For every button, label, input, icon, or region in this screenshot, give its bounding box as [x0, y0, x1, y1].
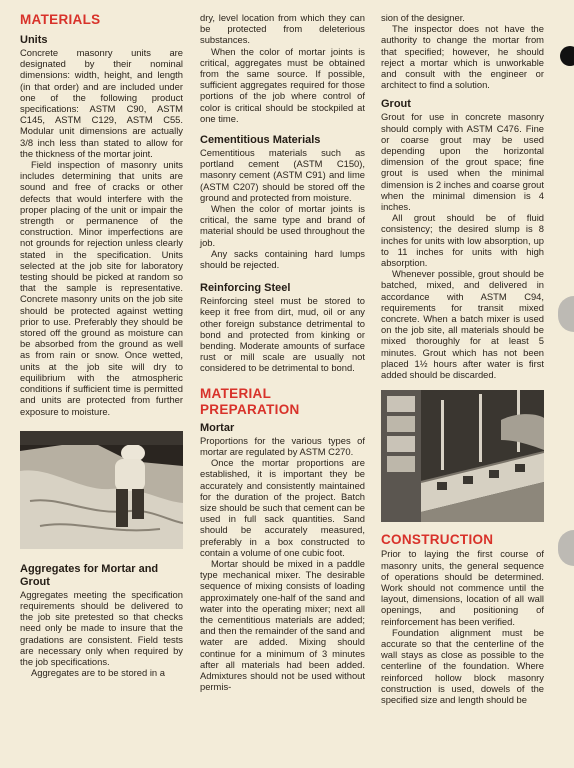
aggregates-paragraph-2: Aggregates are to be stored in a [31, 667, 165, 679]
cementitious-paragraph-1: Cementitious materials such as portland cement (ASTM C150), masonry cement (ASTM C91) and lime (ASTM C207) should be stored off the ground and protected from moisture. [200, 147, 365, 203]
aggregates-paragraph-1: Aggregates meeting the specification requirements should be delivered to the job site pretested so that checks need only be made to insure that the gradations are consistent. Field tests are necessary only when required by the job specifications. [20, 588, 183, 667]
cementitious-paragraph-2: When the color of mortar joints is critical, the same type and brand of material should be used throughout the job. [200, 203, 365, 248]
aggregate-color-paragraph: When the color of mortar joints is critical, aggregates must be obtained from the same source. If possible, sufficient aggregates required for those portions of the job where control of color is critical should be stockpiled at one time. [200, 45, 365, 124]
photo-covered-block-stack [20, 431, 183, 549]
grout-paragraph-3: Whenever possible, grout should be batched, mixed, and delivered in accordance with ASTM C94, requirements for transit mixed concrete. When a batch mixer is used on the job site, all materials should be mixed thoroughly for at least 5 minutes. Grout which has not been placed 1½ hours after water is first added should be discarded. [381, 268, 544, 381]
col3-continued-paragraph: sion of the designer. [381, 12, 465, 23]
photo-covered-block-stack-image [20, 431, 183, 549]
edge-tab-lower [558, 530, 574, 566]
binder-hole [560, 46, 574, 66]
materials-heading: MATERIALS [20, 12, 101, 27]
construction-paragraph-1: Prior to laying the first course of masonry units, the general sequence of operations should be determined. Work should not commence until the layout, dimensions, location of all wall openings, and positioning of reinforcement has been verified. [381, 548, 544, 627]
grout-paragraph-2: All grout should be of fluid consistency; the desired slump is 8 inches for units with low absorption, up to 11 inches for units with high absorption. [381, 212, 544, 269]
mortar-paragraph-3: Mortar should be mixed in a paddle type mechanical mixer. The desirable sequence of mixing consists of loading approximately one-half of the sand and water into the operating mixer; next all the cementitious materials are added; and then the remainder of the sand and water are added. Mixing should continue for a minimum of 3 minutes after all materials had been added. Admixtures should not be used without permis- [200, 557, 365, 693]
aggregates-heading: Aggregates for Mortar and Grout [20, 562, 159, 588]
construction-paragraph-2: Foundation alignment must be accurate so that the centerline of the wall stays as close as possible to the centerline of the foundation. Where reinforced hollow block masonry construction is used, dowels of the specified size and length should be [381, 626, 544, 705]
mortar-paragraph-2: Once the mortar proportions are established, it is important they be accurately and consistently maintained for the duration of the project. Batch size should be such that cement can be used in full sack quantities. Sand should be accurately measured, preferably in a box constructed to contain a volume of one cubic foot. [200, 457, 365, 558]
photo-block-wall-construction-image [381, 390, 544, 522]
inspector-paragraph: The inspector does not have the authority to change the mortar from that specified; however, he should reject a mortar which is unworkable and consult with the engineer or architect to find a solution. [381, 23, 544, 91]
mortar-heading: Mortar [200, 421, 235, 434]
col2-continued-paragraph: dry, level location from which they can be protected from deleterious substances. [200, 12, 365, 46]
edge-tab-upper [558, 296, 574, 332]
column-1 [20, 12, 183, 678]
column-3 [381, 12, 544, 705]
photo-block-wall-construction [381, 390, 544, 522]
grout-heading: Grout [381, 98, 411, 111]
grout-paragraph-1: Grout for use in concrete masonry should comply with ASTM C476. Fine or coarse grout may be used depending upon the horizontal dimension of the grout space; fine grout is used when the minimal dimension is 2 inches and coarse grout when the minimal dimension is 4 inches. [381, 111, 544, 213]
material-preparation-heading: MATERIAL PREPARATION [200, 385, 300, 417]
mortar-paragraph-1: Proportions for the various types of mortar are regulated by ASTM C270. [200, 434, 365, 457]
units-paragraph-1: Concrete masonry units are designated by their nominal dimensions: width, height, and length (in that order) and are included under one of the following product specifications: ASTM C90, ASTM C145, ASTM C129, ASTM C55. Modular unit dimensions are actually 3/8 inch less than stated to allow for the thickness of the mortar joint. [20, 47, 183, 159]
units-paragraph-2: Field inspection of masonry units includes determining that units are sound and free of cracks or other defects that would interfere with the proper placing of the unit or impair the strength or permanence of the construction. Minor imperfections are not grounds for rejection unless clearly stated in the specification. Units selected at the job site for laboratory testing should be picked at random so that the sample is representative. Concrete masonry units on the job site should be protected against wetting prior to use. Preferably they should be stored off the ground as moisture can be absorbed from the ground as well as from rain or snow. Once wetted, units at the job site will dry to equilibrium with the atmospheric conditions if sufficient time is permitted and units are protected from further exposure to moisture. [20, 159, 183, 417]
cementitious-paragraph-3: Any sacks containing hard lumps should be rejected. [200, 247, 365, 271]
construction-heading: CONSTRUCTION [381, 532, 494, 548]
units-heading: Units [20, 34, 48, 46]
column-2 [200, 12, 365, 692]
reinforcing-steel-paragraph: Reinforcing steel must be stored to keep it free from dirt, mud, oil or any other foreign substance detrimental to bond and protected from kinking or bending. Moderate amounts of surface rust or mill scale are usually not considered to be detrimental to bond. [200, 295, 365, 374]
reinforcing-steel-heading: Reinforcing Steel [200, 282, 291, 295]
cementitious-heading: Cementitious Materials [200, 134, 321, 147]
